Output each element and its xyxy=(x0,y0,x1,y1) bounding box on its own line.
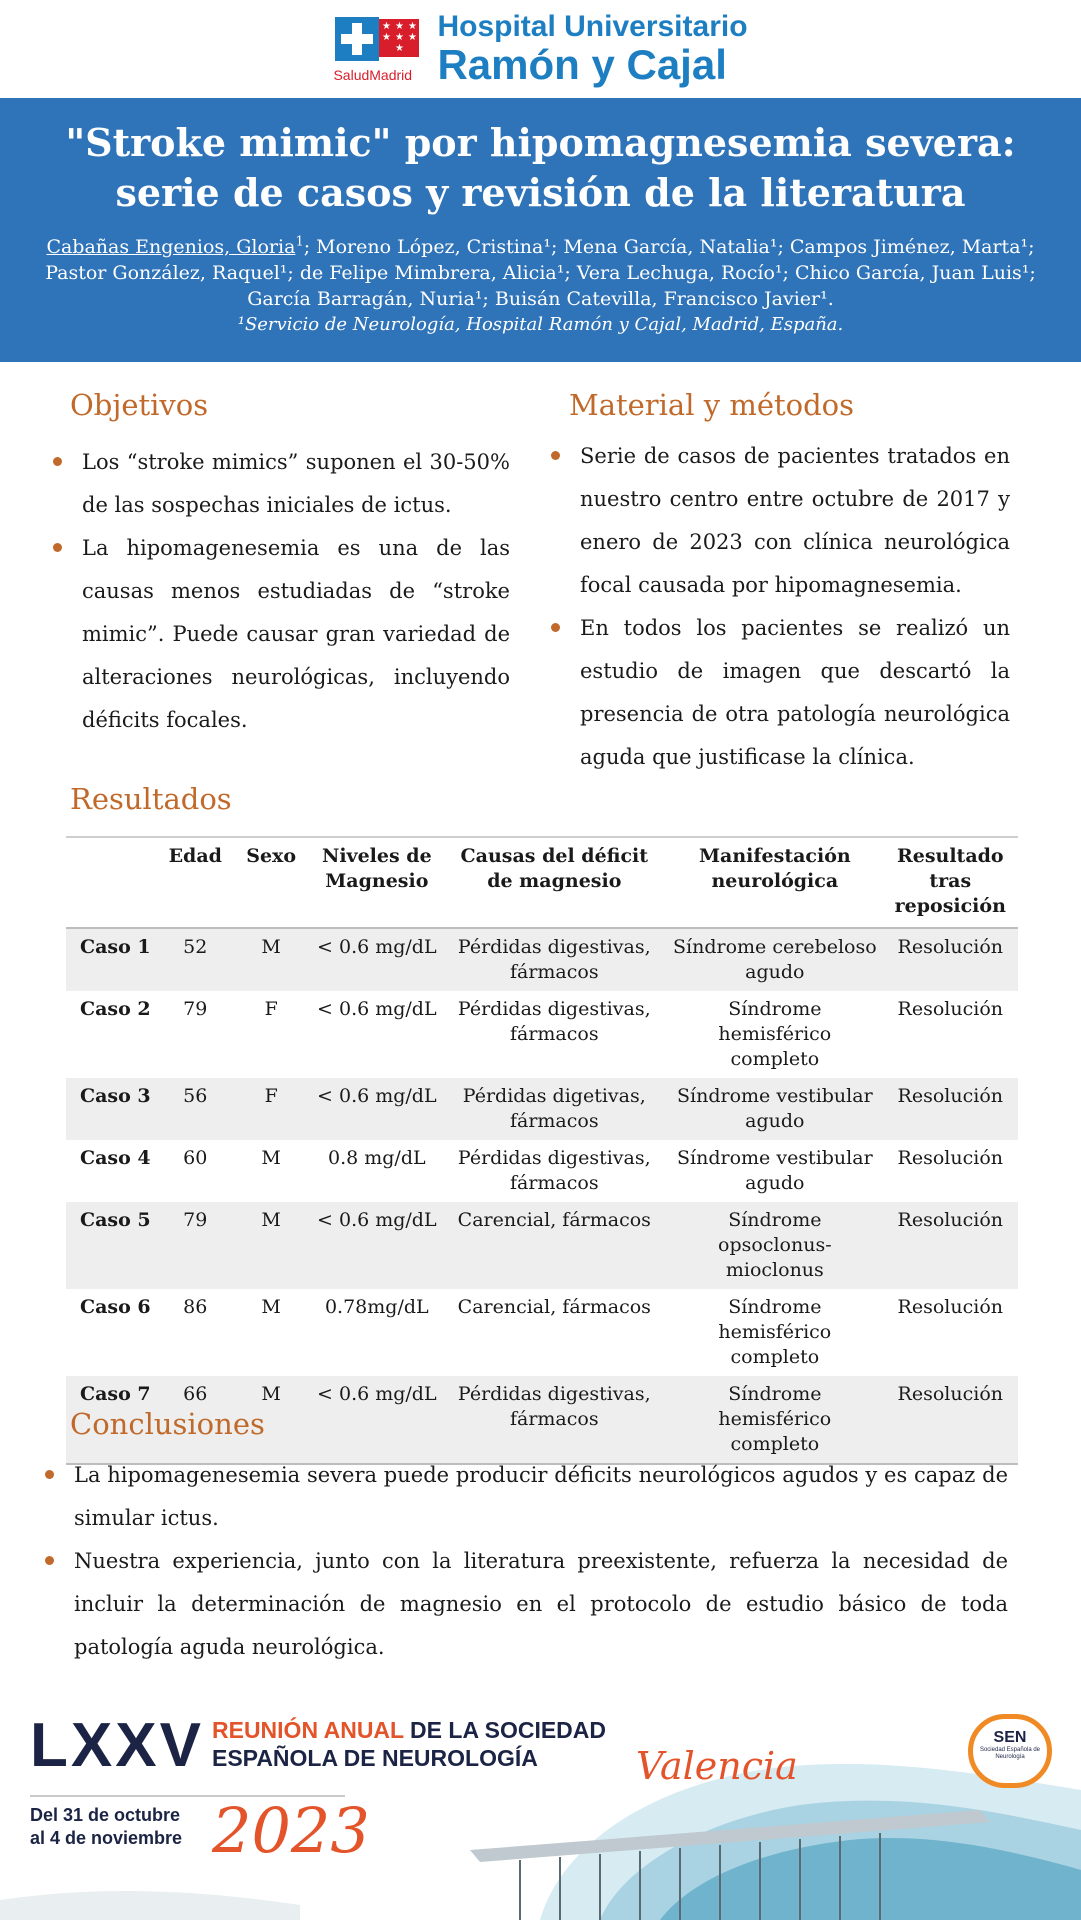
table-cell: < 0.6 mg/dL xyxy=(317,998,437,1020)
results-table xyxy=(66,836,1018,1465)
table-cell: Resolución xyxy=(897,1383,1003,1405)
table-cell: Síndrome vestibular agudo xyxy=(677,1147,873,1194)
table-cell: Pérdidas digestivas, fármacos xyxy=(457,936,651,983)
table-cell: Resolución xyxy=(897,1085,1003,1107)
table-row xyxy=(66,1140,1018,1202)
table-cell: < 0.6 mg/dL xyxy=(317,1209,437,1231)
table-cell: Resolución xyxy=(897,1296,1003,1318)
poster-title: "Stroke mimic" por hipomagnesemia severa: serie de casos y revisión de la literatura xyxy=(65,120,1016,215)
date-line: al 4 de noviembre xyxy=(30,1828,183,1848)
table-cell: Caso 7 xyxy=(80,1383,151,1405)
table-cell: Síndrome hemisférico completo xyxy=(718,1383,832,1455)
first-author-sup: 1 xyxy=(295,234,304,250)
table-row xyxy=(66,928,1018,991)
hospital-name-line1: Hospital Universitario xyxy=(437,10,748,43)
table-cell: Pérdidas digetivas, fármacos xyxy=(462,1085,646,1132)
sen-subtitle: Sociedad Española de Neurología xyxy=(979,1747,1041,1760)
table-cell: 79 xyxy=(183,1209,208,1231)
author-list xyxy=(20,234,1061,312)
material-list xyxy=(548,435,1010,779)
madrid-flag-icon: ★ ★ ★ ★ ★ ★ ★ xyxy=(379,19,419,57)
table-row xyxy=(66,1202,1018,1289)
table-header-cell xyxy=(66,837,160,928)
table-cell: 86 xyxy=(183,1296,208,1318)
table-cell: Caso 6 xyxy=(80,1296,151,1318)
list-item: En todos los pacientes se realizó un estudio de imagen que descartó la presencia de otra patología neurológica aguda que justificase la clínica. xyxy=(548,607,1010,779)
conclusiones-heading: Conclusiones xyxy=(70,1407,265,1441)
objetivos-list xyxy=(50,441,510,742)
list-item: Los “stroke mimics” suponen el 30-50% de las sospechas iniciales de ictus. xyxy=(50,441,510,527)
table-cell: 0.78mg/dL xyxy=(324,1296,429,1318)
table-cell: < 0.6 mg/dL xyxy=(317,936,437,958)
table-cell: Carencial, fármacos xyxy=(457,1209,651,1231)
table-cell: Caso 2 xyxy=(80,998,151,1020)
table-cell: 60 xyxy=(183,1147,208,1169)
table-cell: Síndrome hemisférico completo xyxy=(718,1296,832,1368)
congress-dates xyxy=(30,1804,182,1850)
table-cell: 66 xyxy=(183,1383,208,1405)
table-cell: F xyxy=(264,1085,278,1107)
list-item: La hipomagenesemia severa puede producir déficits neurológicos agudos y es capaz de simular ictus. xyxy=(42,1454,1008,1540)
title-band xyxy=(0,98,1081,362)
table-row xyxy=(66,991,1018,1078)
congress-edition: LXXV xyxy=(30,1711,204,1780)
affiliation: ¹Servicio de Neurología, Hospital Ramón y Cajal, Madrid, España. xyxy=(237,314,844,335)
table-cell: Síndrome opsoclonus-mioclonus xyxy=(718,1209,832,1281)
first-author: Cabañas Engenios, Gloria xyxy=(46,236,296,258)
congress-name-navy2: ESPAÑOLA DE NEUROLOGÍA xyxy=(212,1745,538,1771)
table-header-cell: Causas del déficit de magnesio xyxy=(460,845,649,892)
table-header-cell: Sexo xyxy=(246,845,297,867)
table-cell: Síndrome cerebeloso agudo xyxy=(673,936,877,983)
table-header-cell: Manifestación neurológica xyxy=(698,845,851,892)
table-cell: F xyxy=(264,998,278,1020)
table-cell: Síndrome hemisférico completo xyxy=(718,998,832,1070)
table-cell: M xyxy=(261,936,281,958)
table-header-cell: Edad xyxy=(168,845,222,867)
sen-label: SEN xyxy=(993,1729,1027,1746)
congress-city: Valencia xyxy=(636,1744,798,1788)
table-cell: Resolución xyxy=(897,998,1003,1020)
objetivos-heading: Objetivos xyxy=(70,388,209,422)
table-cell: < 0.6 mg/dL xyxy=(317,1085,437,1107)
table-header-cell: Resultado tras reposición xyxy=(894,845,1006,917)
congress-footer xyxy=(0,1700,1081,1920)
logo-subtitle: SaludMadrid xyxy=(333,67,413,83)
table-header-cell: Niveles de Magnesio xyxy=(321,845,432,892)
material-heading: Material y métodos xyxy=(569,388,855,422)
congress-name-navy1: DE LA SOCIEDAD xyxy=(403,1717,606,1743)
table-row xyxy=(66,1078,1018,1140)
congress-name-orange: REUNIÓN ANUAL xyxy=(212,1717,404,1743)
table-cell: Carencial, fármacos xyxy=(457,1296,651,1318)
table-cell: 56 xyxy=(183,1085,208,1107)
table-cell: 79 xyxy=(183,998,208,1020)
table-cell: Resolución xyxy=(897,1147,1003,1169)
table-cell: 52 xyxy=(183,936,208,958)
table-header-row xyxy=(66,837,1018,928)
table-cell: M xyxy=(261,1383,281,1405)
salud-madrid-logo xyxy=(333,13,425,85)
list-item: Nuestra experiencia, junto con la literatura preexistente, refuerza la necesidad de incluir la determinación de magnesio en el protocolo de estudio básico de toda patología aguda neurológica. xyxy=(42,1540,1008,1669)
table-cell: Pérdidas digestivas, fármacos xyxy=(457,1383,651,1430)
table-cell: Síndrome vestibular agudo xyxy=(677,1085,873,1132)
table-cell: Caso 1 xyxy=(80,936,151,958)
hospital-name xyxy=(437,11,747,87)
date-line: Del 31 de octubre xyxy=(30,1805,181,1825)
table-cell: Pérdidas digestivas, fármacos xyxy=(457,998,651,1045)
other-authors: ; Moreno López, Cristina¹; Mena García, Natalia¹; Campos Jiménez, Marta¹; Pastor González, Raquel¹; de Felipe Mimbrera, Alicia¹; Vera Lechuga, Rocío¹; Chico García, Juan Luis¹; García Barragán, Nuria¹; Buisán Catevilla, Francisco Javier¹. xyxy=(45,236,1036,310)
table-row xyxy=(66,1289,1018,1376)
table-cell: Resolución xyxy=(897,936,1003,958)
hospital-name-line2: Ramón y Cajal xyxy=(437,41,727,88)
congress-year: 2023 xyxy=(212,1794,370,1867)
table-cell: M xyxy=(261,1147,281,1169)
sen-logo xyxy=(968,1714,1052,1788)
table-cell: Caso 3 xyxy=(80,1085,151,1107)
hospital-logo xyxy=(0,0,1081,98)
table-cell: M xyxy=(261,1296,281,1318)
list-item: Serie de casos de pacientes tratados en nuestro centro entre octubre de 2017 y enero de 2023 con clínica neurológica focal causada por hipomagnesemia. xyxy=(548,435,1010,607)
table-cell: Caso 4 xyxy=(80,1147,151,1169)
resultados-heading: Resultados xyxy=(70,782,232,816)
table-cell: Pérdidas digestivas, fármacos xyxy=(457,1147,651,1194)
table-cell: Caso 5 xyxy=(80,1209,151,1231)
congress-name xyxy=(212,1716,606,1772)
table-cell: M xyxy=(261,1209,281,1231)
table-cell: 0.8 mg/dL xyxy=(328,1147,426,1169)
health-cross-icon xyxy=(335,17,379,61)
table-cell: < 0.6 mg/dL xyxy=(317,1383,437,1405)
conclusiones-list xyxy=(42,1454,1008,1669)
table-cell: Resolución xyxy=(897,1209,1003,1231)
list-item: La hipomagenesemia es una de las causas menos estudiadas de “stroke mimic”. Puede causar gran variedad de alteraciones neurológicas, incluyendo déficits focales. xyxy=(50,527,510,742)
